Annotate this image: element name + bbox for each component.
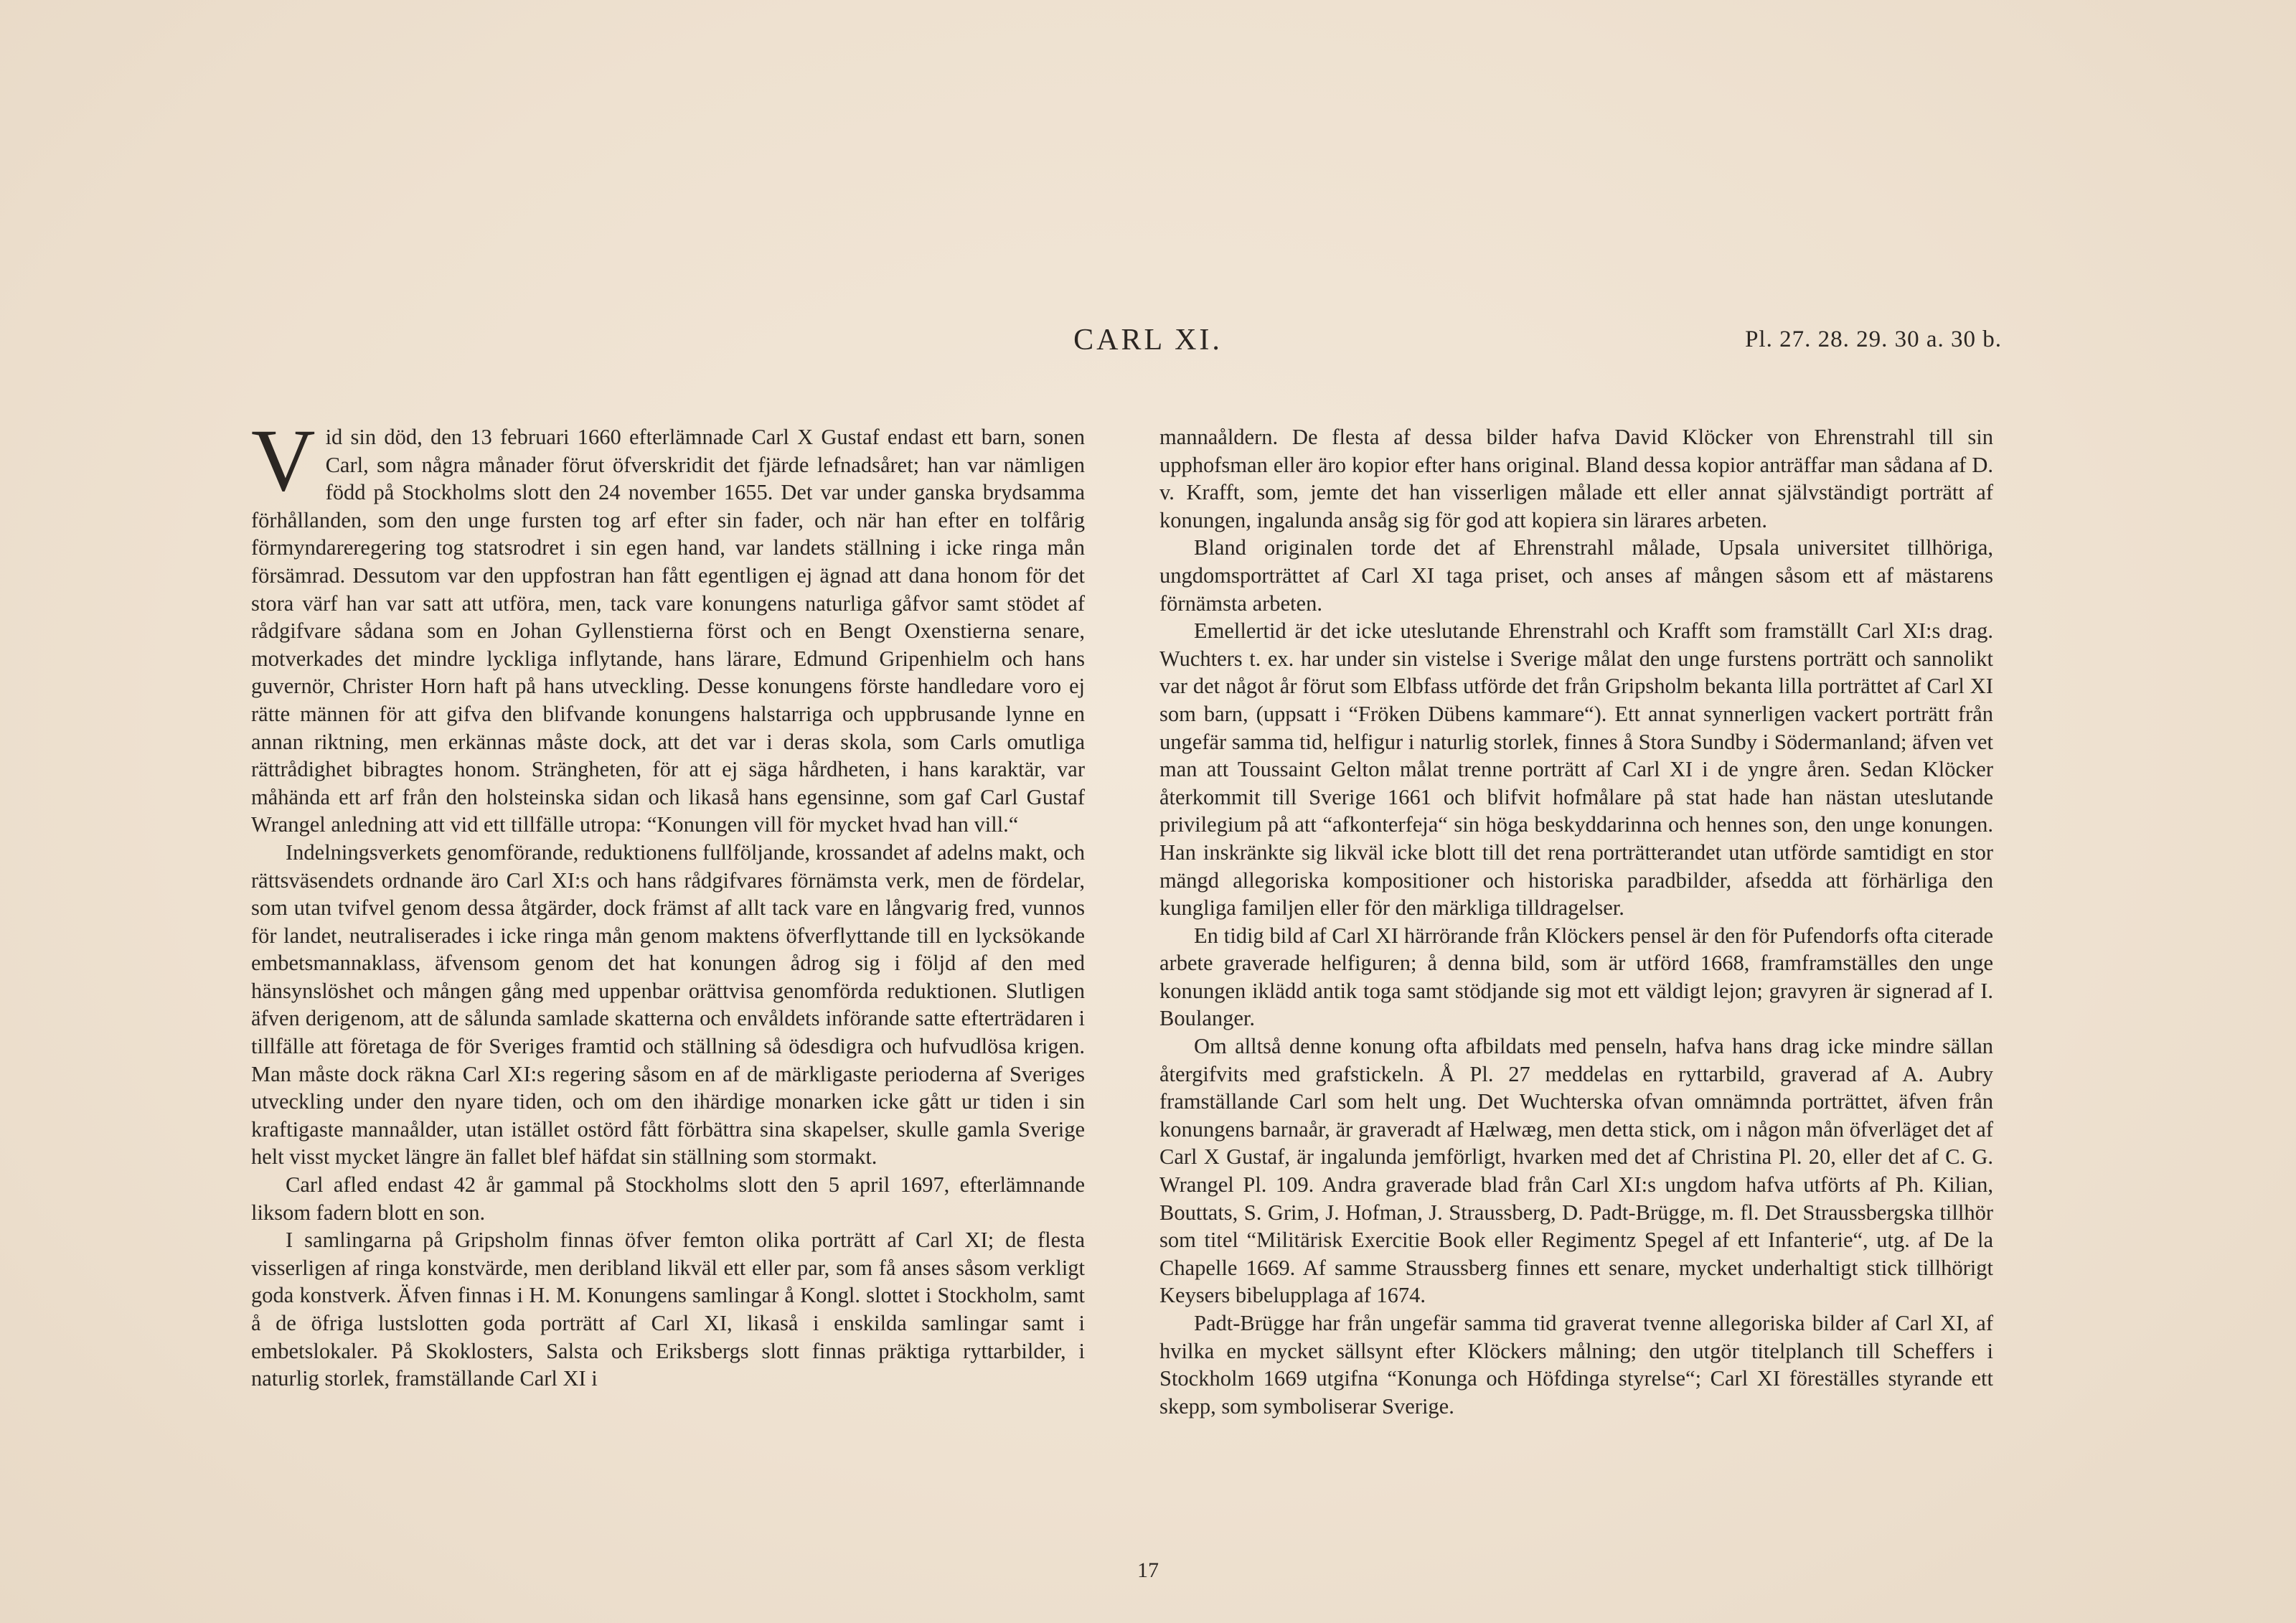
paragraph-8: En tidig bild af Carl XI härrörande från Klöckers pensel är den för Pufendorfs ofta citerade arbete graverade helfiguren; å denna bild, som är utförd 1668, framframställes den unge konungen iklädd antik toga samt stödjande sig mot ett väldigt lejon; gravyren är signerad af I. Boulanger. xyxy=(1159,923,1993,1031)
paragraph-3: Carl afled endast 42 år gammal på Stockholms slott den 5 april 1697, efterlämnande liksom fadern blott en son. xyxy=(251,1172,1085,1225)
paragraph-5: mannaåldern. De flesta af dessa bilder hafva David Klöcker von Ehrenstrahl till sin upphofsman eller äro kopior efter hans original. Bland dessa kopior anträffar man sådana af D. v. Krafft, som, jemte det han visserligen målade ett eller annat självständigt porträtt af konungen, ingalunda ansåg sig för god att kopiera sin lärares arbeten. xyxy=(1159,425,1993,532)
paragraph-10: Padt-Brügge har från ungefär samma tid graverat tvenne allegoriska bilder af Carl XI, af hvilka en mycket sällsynt efter Klöckers målning; den utgör titelplanch till Scheffers i Stockholm 1669 utgifna “Konunga och Höfdinga styrelse“; Carl XI föreställes styrande ett skepp, som symboliserar Sverige. xyxy=(1159,1311,1993,1419)
paragraph-1-text: id sin död, den 13 februari 1660 efterlämnade Carl X Gustaf endast ett barn, sonen Carl, som några månader förut öfverskridit det fjärde lefnadsåret; han var nämligen född på Stockholms slott den 24 november 1655. Det var under ganska brydsamma förhållanden, som den unge fursten tog arf efter sin fader, och när han efter en tolfårig förmyndareregering tog statsrodret i sin egen hand, var landets ställning i icke ringa mån försämrad. Dessutom var den uppfostran han fått egentligen ej ägnad att dana honom för det stora värf han var satt att utföra, men, tack vare konungens naturliga gåfvor samt stödet af rådgifvare sådana som en Johan Gyllenstierna först och en Bengt Oxenstierna senare, motverkades det mindre lyckliga inflytande, hans lärare, Edmund Gripenhielm och hans guvernör, Christer Horn haft på hans utveckling. Desse konungens förste handledare voro ej rätte männen för att gifva den blifvande konungens halstarriga och uppbrusande lynne en annan riktning, men erkännas måste dock, att det var i deras skola, som Carls omutliga rättrådighet bibragtes honom. Strängheten, för att ej säga hårdheten, i hans karaktär, var måhända ett arf från den holsteinska sidan och likaså hans egensinne, som gaf Carl Gustaf Wrangel anledning att vid ett tillfälle utropa: “Konungen vill för mycket hvad han vill.“ xyxy=(251,425,1085,837)
right-column xyxy=(1159,423,1993,1420)
paragraph-9: Om alltså denne konung ofta afbildats med penseln, hafva hans drag icke mindre sällan återgifvits med grafstickeln. Å Pl. 27 meddelas en ryttarbild, graverad af A. Aubry framställande Carl som helt ung. Det Wuchterska ofvan omnämnda porträttet, äfven från konungens barnaår, är graveradt af Hælwæg, men detta stick, om i någon mån öfverläget det af Carl X Gustaf, är ingalunda jemförligt, hvarken med det af Christina Pl. 20, eller det af C. G. Wrangel Pl. 109. Andra graverade blad från Carl XI:s ungdom hafva utförts af Ph. Kilian, Bouttats, S. Grim, J. Hofman, J. Straussberg, D. Padt-Brügge, m. fl. Det Straussbergska tillhör som titel “Militärisk Exercitie Book eller Regimentz Spegel af ett Infanterie“, utg. af De la Chapelle 1669. Af samme Straussberg finnes ett senare, mycket underhaltigt stick tillhörigt Keysers bibelupplaga af 1674. xyxy=(1159,1034,1993,1308)
plate-references: Pl. 27. 28. 29. 30 a. 30 b. xyxy=(1745,326,2002,352)
paragraph-6: Bland originalen torde det af Ehrenstrahl målade, Upsala universitet tillhöriga, ungdomsporträttet af Carl XI taga priset, och anses af mången såsom ett af mästarens förnämsta arbeten. xyxy=(1159,535,1993,616)
paragraph-2: Indelningsverkets genomförande, reduktionens fullföljande, krossandet af adelns makt, och rättsväsendets ordnande äro Carl XI:s och hans rådgifvares förnämsta verk, men de fördelar, som utan tvifvel genom dessa åtgärder, dock främst af allt tack vare en långvarig fred, vunnos för landet, neutraliserades i icke ringa mån genom maktens öfverflyttande till en lycksökande embetsmannaklass, äfvensom genom det hat konungen ådrog sig i följd af den med hänsynslöshet och mången gång med uppenbar orättvisa genomförda reduktionen. Slutligen äfven derigenom, att de sålunda samlade skatterna och envåldets införande satte efterträdaren i tillfälle att företaga de för Sveriges framtid och ställning så ödesdigra och hufvudlösa krigen. Man måste dock räkna Carl XI:s regering såsom en af de märkligaste perioderna af Sveriges utveckling under den nyare tiden, och om den ihärdige monarken icke gått ur tiden i sin kraftigaste mannaålder, utan istället ostörd fått förbättra sina skapelser, skulle gamla Sverige helt visst mycket längre än fallet blef häfdat sin ställning som stormakt. xyxy=(251,839,1085,1170)
left-column xyxy=(251,411,1085,1393)
drop-cap: V xyxy=(251,411,316,509)
paragraph-1 xyxy=(251,411,1085,839)
page-title: CARL XI. xyxy=(1073,324,1223,357)
page-number: 17 xyxy=(1137,1558,1159,1582)
paragraph-7: Emellertid är det icke uteslutande Ehrenstrahl och Krafft som framställt Carl XI:s drag. Wuchters t. ex. har under sin vistelse i Sverige målat den unge furstens porträtt och sannolikt var det något år förut som Elbfass utförde det från Gripsholm bekanta lilla porträttet af Carl XI som barn, (uppsatt i “Fröken Dübens kammare“). Ett annat synnerligen vackert porträtt från ungefär samma tid, helfigur i naturlig storlek, finnes å Stora Sundby i Södermanland; äfven vet man att Toussaint Gelton målat trenne porträtt af Carl XI i de yngre åren. Sedan Klöcker återkommit till Sverige 1661 och blifvit hofmålare på stat hade han nästan uteslutande privilegium på att “afkonterfeja“ sin höga beskyddarinna och hennes son, den unge konungen. Han inskränkte sig likväl icke blott till det rena porträtterandet utan utförde samtidigt en stor mängd allegoriska kompositioner och historiska paradbilder, afsedda att förhärliga den kungliga familjen eller för den märkliga tilldragelser. xyxy=(1159,618,1993,921)
paragraph-4: I samlingarna på Gripsholm finnas öfver femton olika porträtt af Carl XI; de flesta visserligen af ringa konstvärde, men deribland likväl ett eller par, som få anses såsom verkligt goda konstverk. Äfven finnas i H. M. Konungens samlingar å Kongl. slottet i Stockholm, samt å de öfriga lustslotten goda porträtt af Carl XI, likaså i enskilda samlingar samt i embetslokaler. På Skoklosters, Salsta och Eriksbergs slott finnas präktiga ryttarbilder, i naturlig storlek, framställande Carl XI i xyxy=(251,1228,1085,1391)
